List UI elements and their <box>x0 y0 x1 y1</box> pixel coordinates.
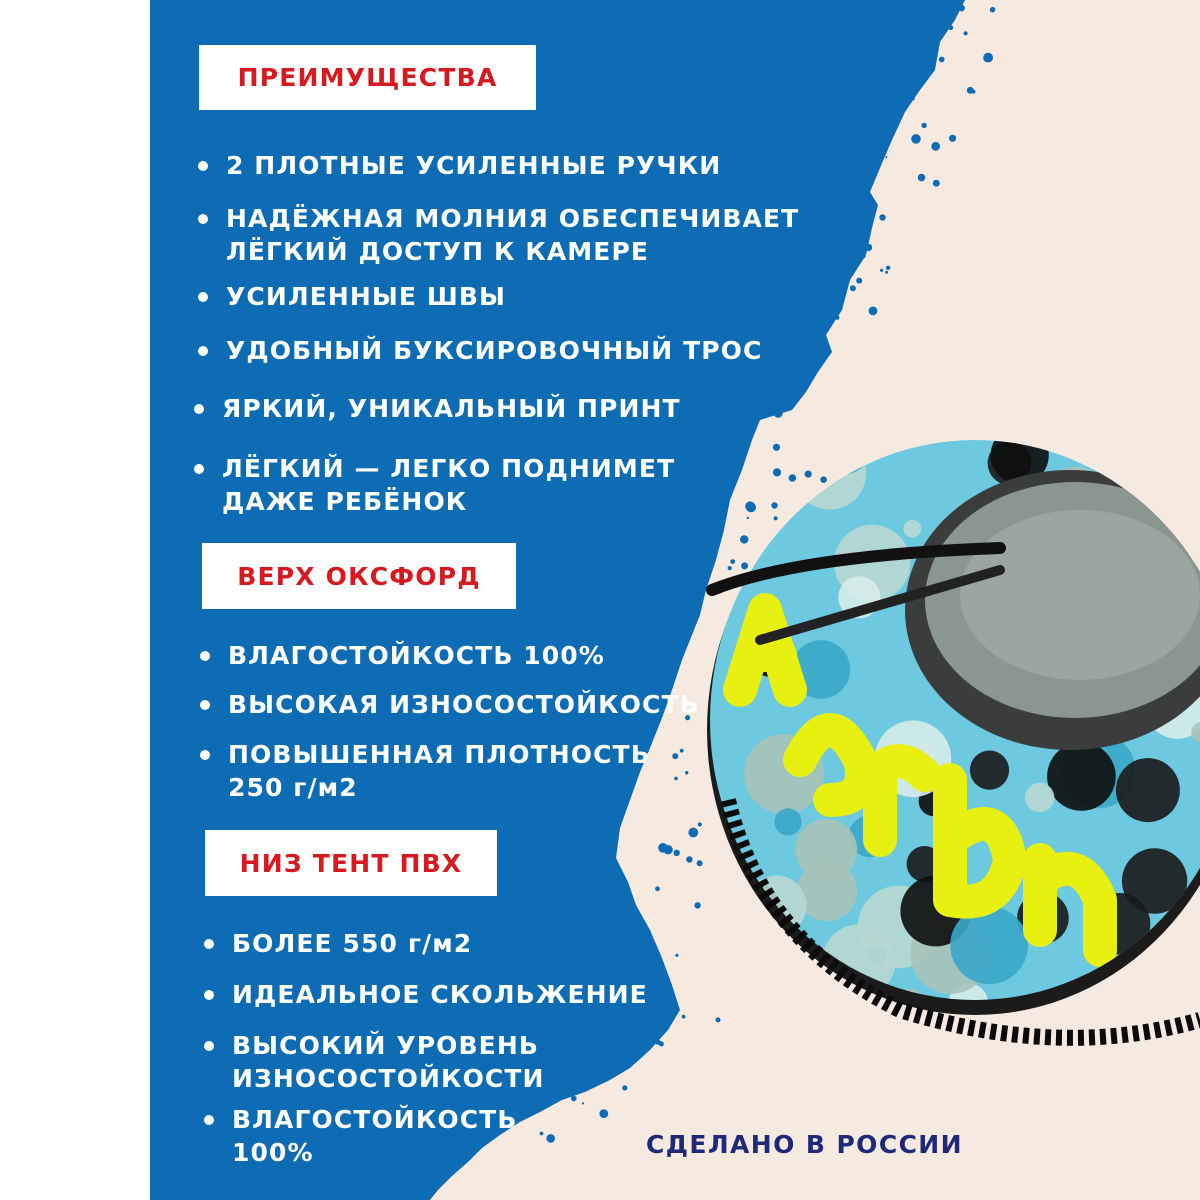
paint-fleck <box>850 261 858 269</box>
bullet-dot-icon <box>204 990 214 1000</box>
paint-fleck <box>741 562 748 569</box>
print-bubble <box>903 520 921 538</box>
paint-fleck <box>730 559 735 564</box>
section-title-advantages: ПРЕИМУЩЕСТВА <box>199 45 536 110</box>
paint-fleck <box>680 749 684 753</box>
item-line: ДАЖЕ РЕБЁНОК <box>222 487 468 516</box>
paint-fleck <box>773 468 781 476</box>
item-line: БОЛЕЕ 550 г/м2 <box>232 929 473 958</box>
paint-fleck <box>990 7 996 13</box>
paint-fleck <box>879 214 885 220</box>
print-bubble <box>1047 742 1116 811</box>
paint-fleck <box>795 346 802 353</box>
paint-fleck <box>865 244 872 251</box>
paint-fleck <box>774 516 778 520</box>
oxford-item <box>200 688 700 721</box>
paint-fleck <box>672 753 678 759</box>
paint-fleck <box>716 1017 721 1022</box>
item-line: ВЫСОКАЯ ИЗНОСОСТОЙКОСТЬ <box>228 690 700 719</box>
print-bubble <box>797 861 857 921</box>
bullet-dot-icon <box>194 464 204 474</box>
paint-fleck <box>773 444 780 451</box>
paint-fleck <box>686 856 692 862</box>
paint-fleck <box>674 850 680 856</box>
paint-fleck <box>682 1015 686 1019</box>
paint-fleck <box>983 53 993 63</box>
paint-fleck <box>571 1096 577 1102</box>
paint-fleck <box>885 156 887 158</box>
bullet-dot-icon <box>200 750 210 760</box>
oxford-item <box>200 639 605 672</box>
paint-fleck <box>550 1138 553 1141</box>
paint-fleck <box>621 952 626 957</box>
advantage-item <box>194 392 681 425</box>
item-line: ИЗНОСОСТОЙКОСТИ <box>232 1064 545 1093</box>
paint-fleck <box>949 135 956 142</box>
paint-fleck <box>792 393 800 401</box>
oxford-item <box>200 738 651 804</box>
paint-fleck <box>933 180 940 187</box>
paint-fleck <box>688 828 698 838</box>
paint-fleck <box>698 822 702 826</box>
paint-fleck <box>649 1030 651 1032</box>
bullet-dot-icon <box>200 651 210 661</box>
paint-fleck <box>685 771 688 774</box>
bullet-dot-icon <box>204 1115 214 1125</box>
paint-fleck <box>948 25 953 30</box>
paint-fleck <box>885 271 888 274</box>
advantage-item <box>198 149 721 182</box>
paint-fleck <box>911 134 921 144</box>
paint-fleck <box>835 315 840 320</box>
pvc-item <box>204 1103 517 1169</box>
item-line: ВЛАГОСТОЙКОСТЬ <box>232 1105 518 1134</box>
paint-fleck <box>820 476 827 483</box>
item-line: 2 ПЛОТНЫЕ УСИЛЕННЫЕ РУЧКИ <box>226 151 722 180</box>
paint-fleck <box>663 845 672 854</box>
paint-fleck <box>674 777 678 781</box>
item-line: НАДЁЖНАЯ МОЛНИЯ ОБЕСПЕЧИВАЕТ <box>226 204 800 233</box>
bullet-dot-icon <box>194 404 204 414</box>
bullet-dot-icon <box>198 346 208 356</box>
item-line: ВЛАГОСТОЙКОСТЬ 100% <box>228 641 605 670</box>
pvc-item <box>204 1029 545 1095</box>
paint-fleck <box>740 535 748 543</box>
paint-fleck <box>789 474 797 482</box>
item-line: ЛЁГКИЙ — ЛЕГКО ПОДНИМЕТ <box>222 454 676 483</box>
item-line: ИДЕАЛЬНОЕ СКОЛЬЖЕНИЕ <box>232 980 648 1009</box>
paint-fleck <box>850 285 856 291</box>
pvc-item <box>204 978 648 1011</box>
item-line: ВЫСОКИЙ УРОВЕНЬ <box>232 1031 540 1060</box>
paint-fleck <box>880 269 883 272</box>
paint-fleck <box>599 1109 608 1118</box>
made-in-russia-label: СДЕЛАНО В РОССИИ <box>646 1130 963 1159</box>
paint-fleck <box>856 278 862 284</box>
paint-fleck <box>907 95 913 101</box>
paint-fleck <box>675 954 678 957</box>
paint-fleck <box>918 174 926 182</box>
paint-fleck <box>582 1102 584 1104</box>
section-title-top-oxford: ВЕРХ ОКСФОРД <box>202 543 516 609</box>
paint-fleck <box>540 1132 544 1136</box>
paint-fleck <box>912 98 915 101</box>
paint-fleck <box>630 1033 635 1038</box>
item-line: 100% <box>232 1138 314 1167</box>
paint-fleck <box>972 90 976 94</box>
print-bubble <box>774 808 801 835</box>
paint-fleck <box>785 379 787 381</box>
item-line: 250 г/м2 <box>228 773 358 802</box>
paint-fleck <box>728 566 732 570</box>
paint-fleck <box>745 501 755 511</box>
paint-fleck <box>863 256 865 258</box>
paint-fleck <box>958 5 965 12</box>
paint-fleck <box>694 902 700 908</box>
paint-fleck <box>747 517 749 519</box>
paint-fleck <box>805 471 812 478</box>
paint-fleck <box>964 31 968 35</box>
paint-fleck <box>886 266 890 270</box>
advantage-item <box>198 202 799 268</box>
advantage-item <box>198 280 506 313</box>
item-line: ПОВЫШЕННАЯ ПЛОТНОСТЬ <box>228 740 651 769</box>
print-bubble <box>1025 783 1054 812</box>
paint-fleck <box>622 1085 627 1090</box>
paint-fleck <box>921 123 926 128</box>
paint-fleck <box>659 1041 664 1046</box>
paint-fleck <box>931 142 940 151</box>
bullet-dot-icon <box>200 700 210 710</box>
paint-fleck <box>771 502 777 508</box>
item-line: УДОБНЫЙ БУКСИРОВОЧНЫЙ ТРОС <box>226 336 763 365</box>
bullet-dot-icon <box>198 292 208 302</box>
left-margin <box>0 0 150 1200</box>
print-bubble <box>970 751 1009 790</box>
advantage-item <box>194 452 675 518</box>
paint-fleck <box>655 886 660 891</box>
print-bubble <box>1116 758 1180 822</box>
bullet-dot-icon <box>198 214 208 224</box>
paint-fleck <box>902 94 905 97</box>
bullet-dot-icon <box>204 1041 214 1051</box>
paint-fleck <box>939 57 945 63</box>
item-line: ЯРКИЙ, УНИКАЛЬНЫЙ ПРИНТ <box>222 394 681 423</box>
item-line: УСИЛЕННЫЕ ШВЫ <box>226 282 507 311</box>
bullet-dot-icon <box>198 161 208 171</box>
pvc-item <box>204 927 472 960</box>
paint-fleck <box>697 860 703 866</box>
advantage-item <box>198 334 762 367</box>
paint-fleck <box>869 307 878 316</box>
paint-fleck <box>774 409 783 418</box>
item-line: ЛЁГКИЙ ДОСТУП К КАМЕРЕ <box>226 237 650 266</box>
section-title-bottom-pvc: НИЗ ТЕНТ ПВХ <box>205 830 497 896</box>
bullet-dot-icon <box>204 939 214 949</box>
